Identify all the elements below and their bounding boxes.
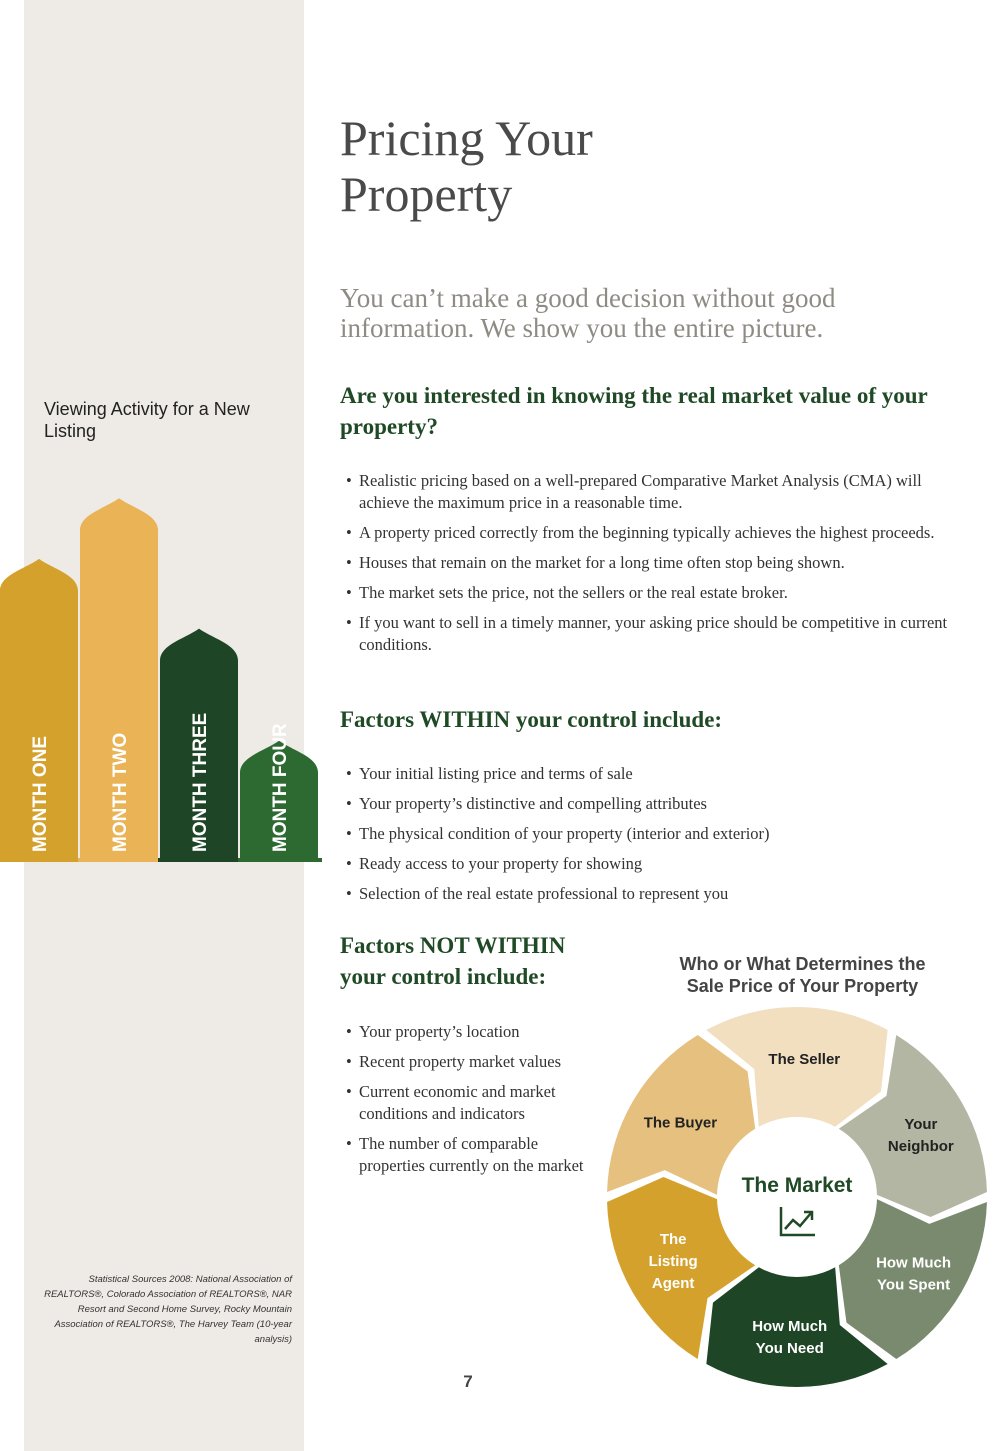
list-item: • A property priced correctly from the beginning typically achieves the highest proceeds.	[346, 522, 966, 544]
segment-label: How Much	[876, 1254, 952, 1272]
list-item: • Recent property market values	[346, 1051, 596, 1073]
wheel-center	[718, 1118, 876, 1276]
segment-label: You Need	[755, 1339, 824, 1357]
bar-base	[78, 858, 162, 862]
page-number: 7	[463, 1372, 473, 1391]
not-within-control-heading	[340, 930, 610, 992]
not-within-control-list	[346, 1021, 596, 1185]
wheel-title	[640, 953, 965, 997]
center-circle	[718, 1118, 876, 1276]
market-value-heading: Are you interested in knowing the real market value of your property?	[340, 383, 928, 439]
page-subtitle: You can’t make a good decision without good information. We show you the entire picture.	[340, 283, 836, 343]
bar-base	[0, 858, 82, 862]
list-item: • Your initial listing price and terms of sale	[346, 763, 966, 785]
not-within-heading-line2: your control include:	[340, 964, 547, 989]
within-control-heading: Factors WITHIN your control include:	[340, 707, 723, 732]
price-determinants-wheel	[600, 1000, 1000, 1400]
wheel-title-line1: Who or What Determines the	[679, 954, 926, 974]
bar-base	[238, 858, 322, 862]
page-title-line1: Pricing Your	[340, 110, 593, 166]
list-item: • Houses that remain on the market for a long time often stop being shown.	[346, 552, 966, 574]
bar-label: MONTH THREE	[190, 712, 211, 852]
list-item: • The number of comparable properties currently on the market	[346, 1133, 596, 1177]
segment-label: Agent	[651, 1275, 695, 1293]
bar-label: MONTH ONE	[30, 735, 51, 852]
market-value-list	[346, 470, 966, 664]
list-item: • Your property’s location	[346, 1021, 596, 1043]
bar-label: MONTH TWO	[110, 732, 131, 852]
viewing-activity-chart	[0, 470, 330, 870]
segment-label: How Much	[752, 1317, 828, 1335]
segment-label: The Seller	[768, 1051, 841, 1069]
bar-month-2	[78, 498, 162, 862]
list-item: • Current economic and market conditions and indicators	[346, 1081, 596, 1125]
list-item: • The physical condition of your property (interior and exterior)	[346, 823, 966, 845]
not-within-heading-line1: Factors NOT WITHIN	[340, 933, 566, 958]
chart-title: Viewing Activity for a New Listing	[44, 399, 250, 441]
page-title-line2: Property	[340, 166, 513, 222]
bar-label: MONTH FOUR	[270, 723, 291, 852]
list-item: • Selection of the real estate professional to represent you	[346, 883, 966, 905]
segment-label: Listing	[648, 1253, 698, 1271]
segment-label: Neighbor	[887, 1137, 954, 1155]
list-item: • Your property’s distinctive and compelling attributes	[346, 793, 966, 815]
bar-month-1	[0, 559, 82, 862]
bar-month-4	[238, 723, 322, 862]
list-item: • If you want to sell in a timely manner, your asking price should be competitive in current conditions.	[346, 612, 966, 656]
segment-label: The Buyer	[643, 1114, 718, 1132]
center-label: The Market	[741, 1174, 853, 1197]
bar-base	[158, 858, 242, 862]
list-item: • Realistic pricing based on a well-prepared Comparative Market Analysis (CMA) will achieve the maximum price in a reasonable time.	[346, 470, 966, 514]
segment-label: The	[659, 1231, 687, 1249]
list-item: • The market sets the price, not the sellers or the real estate broker.	[346, 582, 966, 604]
bar-month-3	[158, 629, 242, 862]
page-title	[340, 110, 960, 222]
list-item: • Ready access to your property for showing	[346, 853, 966, 875]
within-control-list	[346, 763, 966, 913]
wheel-title-line2: Sale Price of Your Property	[686, 976, 919, 996]
segment-label: You Spent	[877, 1276, 951, 1294]
statistical-sources: Statistical Sources 2008: National Association of REALTORS®, Colorado Association of REALTORS®, NAR Resort and Second Home Survey, Rocky Mountain Association of REALTORS®, The Harvey Team (10-year analysis)	[44, 1274, 292, 1345]
segment-label: Your	[904, 1115, 938, 1133]
